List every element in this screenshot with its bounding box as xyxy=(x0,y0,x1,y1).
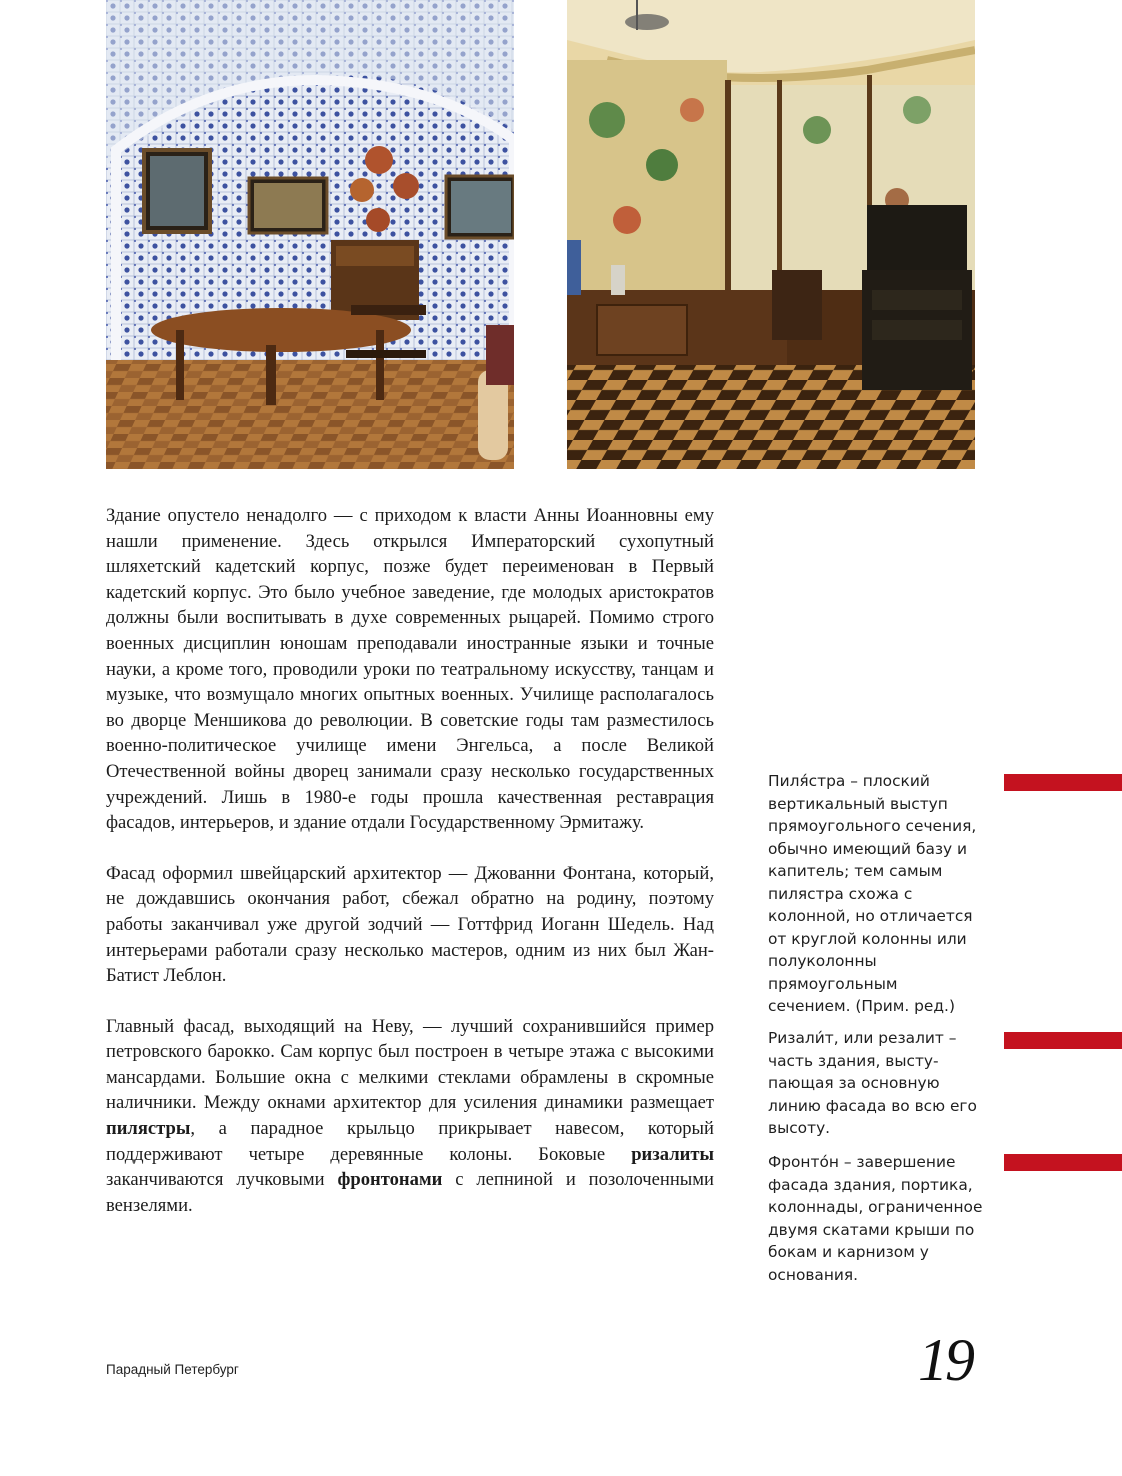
glossary-note-risalit: Ризали́т, или резалит – часть здания, выступающая за основную линию фасада во всю его высоту. xyxy=(768,1029,977,1137)
paragraph-3 xyxy=(106,1014,714,1219)
paragraph-3-text-2: , а парадное крыльцо прикрывает навесом, который поддерживают четыре деревянные колоны. Боковые xyxy=(106,1118,714,1165)
term-pilasters: пилястры xyxy=(106,1118,191,1140)
article-body xyxy=(106,503,714,1243)
paragraph-3-text-3: заканчиваются лучковыми xyxy=(106,1169,338,1191)
term-pediments: фронтонами xyxy=(337,1169,443,1191)
glossary-note-pilaster: Пиля́стра – плоский вертикальный выступ прямоугольного сечения, обычно имеющий базу и капитель; тем самым пилястра схожа с колонной, но отличается от круглой колонны или полуколонны прямоугольным сечением. (Прим. ред.) xyxy=(768,772,977,1015)
paragraph-3-text-4: с лепниной и позолоченными вензелями. xyxy=(106,1169,714,1216)
term-risalits: ризалиты xyxy=(631,1143,714,1165)
red-accent-bar xyxy=(1004,1154,1122,1171)
glossary-note-pediment: Фронто́н – завершение фасада здания, портика, колоннады, ограниченное двумя скатами крыши по бокам и карнизом у основания. xyxy=(768,1153,983,1284)
photo-chinese-panel-room xyxy=(567,0,975,469)
page-number: 19 xyxy=(918,1327,972,1393)
paragraph-1: Здание опустело ненадолго — с приходом к власти Анны Иоанновны ему нашли применение. Здесь открылся Императорский сухопутный шляхетский кадетский корпус, позже будет переименован в Первый кадетский корпус. Это было учебное заведение, где молодых аристократов должны были воспитывать в духе современных рыцарей. Помимо строго военных дисциплин юношам преподавали иностранные языки и точные науки, а кроме того, проводили уроки по театральному искусству, танцам и музыке, что возмущало многих опытных военных. Училище располагалось во дворце Меншикова до революции. В советские годы там разместилось военно-политическое училище имени Энгельса, а после Великой Отечественной войны дворец занимали сразу несколько государственных учреждений. Лишь в 1980-е годы прошла качественная реставрация фасадов, интерьеров, и здание отдали Государственному Эрмитажу. xyxy=(106,505,714,834)
red-accent-bar xyxy=(1004,1032,1122,1049)
paragraph-2: Фасад оформил швейцарский архитектор — Джованни Фонтана, который, не дождавшись окончания работ, сбежал обратно на родину, поэтому работы заканчивал уже другой зодчий — Готтфрид Иоганн Шедель. Над интерьерами работали сразу несколько мастеров, одним из них был Жан-Батист Леблон. xyxy=(106,862,714,987)
photo-dutch-tile-room xyxy=(106,0,514,469)
red-accent-bar xyxy=(1004,774,1122,791)
running-footer-title: Парадный Петербург xyxy=(106,1362,239,1377)
paragraph-3-text-1: Главный фасад, выходящий на Неву, — лучший сохранившийся пример петровского барокко. Сам корпус был построен в четыре этажа с высокими мансардами. Большие окна с мелкими стеклами обрамлены в скромные наличники. Между окнами архитектор для усиления динамики размещает xyxy=(106,1015,714,1114)
